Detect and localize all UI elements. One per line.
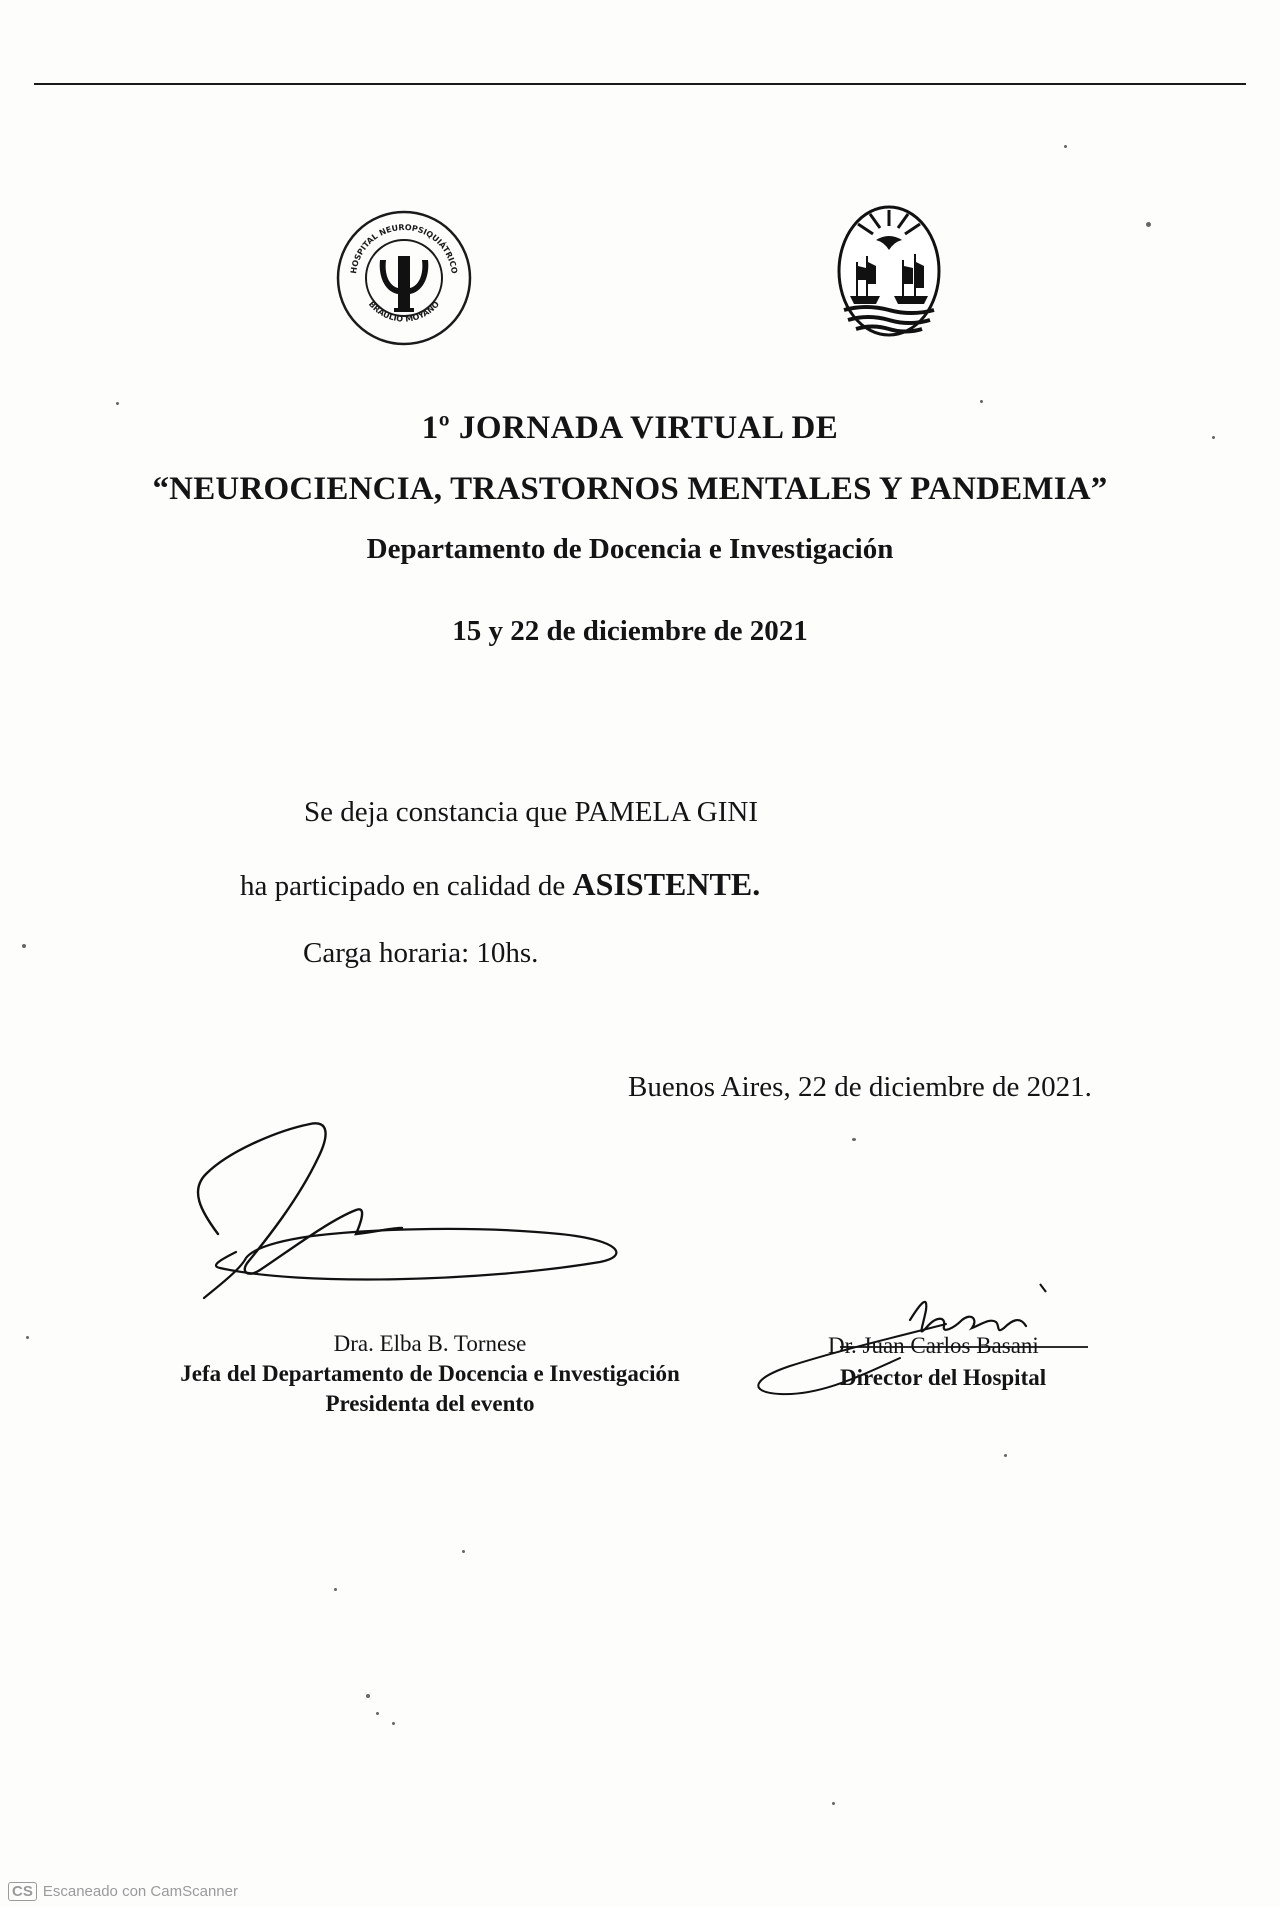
event-title-line2: “NEUROCIENCIA, TRASTORNOS MENTALES Y PANDEMIA”: [152, 471, 1108, 507]
scan-speck: [462, 1550, 465, 1553]
scan-speck: [980, 400, 983, 403]
scan-speck: [392, 1722, 395, 1725]
participation-prefix: ha participado en calidad de: [240, 870, 573, 902]
hours-statement: Carga horaria: 10hs.: [303, 937, 539, 969]
scan-speck: [366, 1694, 370, 1698]
scan-speck: [1212, 436, 1215, 439]
signer-event-role-left: Presidenta del evento: [325, 1391, 535, 1416]
attendee-statement: Se deja constancia que PAMELA GINI: [304, 796, 758, 828]
signer-role-right: Director del Hospital: [840, 1365, 1047, 1390]
scan-speck: [1004, 1454, 1007, 1457]
top-rule: [34, 83, 1246, 85]
event-dates: 15 y 22 de diciembre de 2021: [452, 615, 808, 647]
seal-bottom-text: BRAULIO MOYANO: [366, 299, 442, 324]
signer-name-right: Dr. Juan Carlos Basani: [828, 1333, 1039, 1358]
signature-left: [180, 1110, 630, 1320]
signer-name-left: Dra. Elba B. Tornese: [333, 1331, 527, 1356]
scan-speck: [832, 1802, 835, 1805]
seal-top-text: HOSPITAL NEUROPSIQUIÁTRICO: [349, 222, 459, 275]
scan-speck: [852, 1138, 856, 1141]
scanner-footer: [8, 1882, 238, 1901]
camscanner-icon: CS: [8, 1882, 37, 1901]
participation-role: ASISTENTE.: [572, 866, 761, 902]
scanner-footer-text: Escaneado con CamScanner: [42, 1883, 238, 1900]
psi-seal-icon: [334, 208, 474, 348]
event-title-line1: 1º JORNADA VIRTUAL DE: [421, 410, 839, 446]
scan-speck: [1146, 222, 1151, 227]
scan-speck: [376, 1712, 379, 1715]
scan-speck: [334, 1588, 337, 1591]
participation-statement: [240, 866, 760, 903]
department-name: Departamento de Docencia e Investigación: [366, 533, 894, 565]
place-and-date: Buenos Aires, 22 de diciembre de 2021.: [628, 1071, 1092, 1103]
scan-speck: [1064, 145, 1067, 148]
scan-speck: [26, 1336, 29, 1339]
scan-speck: [116, 402, 119, 405]
signer-role-left: Jefa del Departamento de Docencia e Investigación: [180, 1361, 680, 1386]
buenos-aires-city-shield-icon: [836, 204, 942, 338]
scan-speck: [22, 944, 26, 948]
